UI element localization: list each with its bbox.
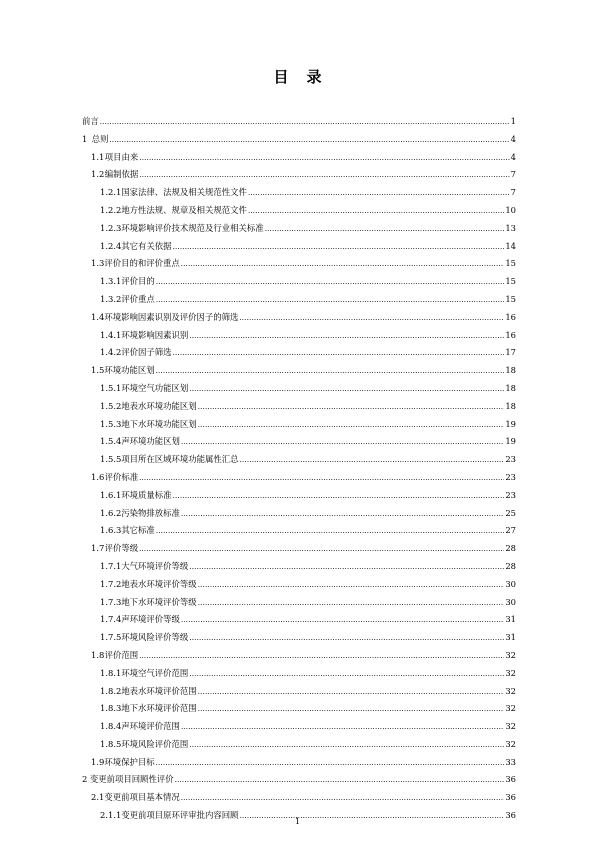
- toc-entry-page: 36: [505, 810, 516, 821]
- toc-entry[interactable]: [82, 131, 516, 149]
- toc-entry-title: 变更前项目原环评审批内容回顾: [121, 810, 239, 821]
- toc-entry-number: 1.7.4: [100, 614, 122, 625]
- toc-dot-leader: [198, 594, 505, 613]
- toc-entry[interactable]: [82, 113, 516, 131]
- toc-entry-page: 32: [505, 649, 516, 660]
- toc-dot-leader: [181, 789, 505, 808]
- toc-entry-page: 23: [505, 471, 516, 482]
- toc-title-char-2: 录: [306, 68, 322, 86]
- toc-entry-title: 评价范围: [104, 649, 139, 660]
- toc-entry-number: 1.8.1: [100, 667, 122, 678]
- toc-entry-page: 32: [505, 685, 516, 696]
- toc-entry-title: 地下水环境功能区划: [121, 418, 197, 429]
- toc-dot-leader: [189, 558, 504, 577]
- toc-entry-page: 15: [505, 258, 516, 269]
- toc-entry[interactable]: [82, 683, 516, 701]
- toc-dot-leader: [189, 380, 504, 399]
- toc-entry-page: 31: [505, 632, 516, 643]
- toc-entry-page: 16: [505, 311, 516, 322]
- toc-entry[interactable]: [82, 291, 516, 309]
- toc-entry-page: 15: [505, 276, 516, 287]
- toc-entry[interactable]: [82, 700, 516, 718]
- toc-entry-title: 声环境评价范围: [121, 721, 180, 732]
- toc-entry-number: 1.8.4: [100, 721, 122, 732]
- toc-entry-page: 23: [505, 454, 516, 465]
- toc-entry-page: 25: [505, 507, 516, 518]
- toc-dot-leader: [173, 344, 505, 363]
- toc-entry-page: 14: [505, 240, 516, 251]
- toc-entry-page: 32: [505, 667, 516, 678]
- toc-entry-page: 28: [505, 560, 516, 571]
- toc-entry-page: 18: [505, 382, 516, 393]
- toc-dot-leader: [100, 113, 510, 132]
- toc-dot-leader: [181, 718, 504, 737]
- toc-entry-page: 27: [505, 525, 516, 536]
- toc-entry-number: 1.8.5: [100, 738, 122, 749]
- toc-entry[interactable]: [82, 576, 516, 594]
- toc-entry-number: 1.5.2: [100, 400, 122, 411]
- toc-dot-leader: [181, 433, 504, 452]
- toc-entry-title: 评价因子筛选: [121, 347, 172, 358]
- toc-entry[interactable]: [82, 540, 516, 558]
- toc-entry-number: 2: [82, 774, 88, 785]
- toc-entry-title: 地方性法规、规章及相关规范文件: [121, 204, 247, 215]
- toc-dot-leader: [248, 202, 504, 221]
- toc-entry-number: 1.6.3: [100, 525, 122, 536]
- toc-entry[interactable]: [82, 487, 516, 505]
- toc-dot-leader: [189, 736, 504, 755]
- toc-entry-page: 7: [510, 169, 516, 180]
- toc-entry-number: 1.2.3: [100, 222, 122, 233]
- toc-dot-leader: [139, 540, 504, 559]
- toc-title-char-1: 目: [273, 68, 289, 86]
- toc-entry[interactable]: [82, 344, 516, 362]
- toc-entry[interactable]: [82, 469, 516, 487]
- toc-entry-title: 总则: [91, 133, 109, 144]
- toc-entry-number: 1.4.1: [100, 329, 122, 340]
- toc-entry[interactable]: [82, 380, 516, 398]
- toc-entry-title: 地表水环境评价范围: [121, 685, 197, 696]
- toc-entry-title: 环境影响因素识别: [121, 329, 189, 340]
- toc-entry-title: 声环境评价等级: [121, 614, 180, 625]
- toc-entry-page: 7: [510, 187, 516, 198]
- toc-entry-page: 10: [505, 204, 516, 215]
- toc-dot-leader: [198, 683, 505, 702]
- toc-entry-page: 15: [505, 293, 516, 304]
- toc-entry[interactable]: [82, 220, 516, 238]
- toc-entry-number: 1.7.1: [100, 560, 122, 571]
- toc-entry-page: 16: [505, 329, 516, 340]
- toc-entry-number: 1.4.2: [100, 347, 122, 358]
- toc-entry[interactable]: [82, 255, 516, 273]
- toc-entry-page: 31: [505, 614, 516, 625]
- toc-entry[interactable]: [82, 273, 516, 291]
- toc-entry-number: 1.7: [91, 543, 105, 554]
- toc-entry[interactable]: [82, 665, 516, 683]
- toc-dot-leader: [139, 469, 504, 488]
- toc-entry-title: 地表水环境功能区划: [121, 400, 197, 411]
- toc-entry-title: 地表水环境评价等级: [121, 578, 197, 589]
- toc-dot-leader: [240, 451, 505, 470]
- toc-entry-title: 环境影响评价技术规范及行业相关标准: [121, 222, 264, 233]
- toc-entry-number: 1.9: [91, 756, 105, 767]
- toc-entry-page: 32: [505, 721, 516, 732]
- toc-dot-leader: [156, 273, 505, 292]
- toc-entry-title: 大气环境评价等级: [121, 560, 189, 571]
- toc-entry-title: 环境风险评价等级: [121, 632, 189, 643]
- toc-entry-number: 1.3.1: [100, 276, 122, 287]
- toc-entry-title: 评价目的和评价重点: [104, 258, 180, 269]
- toc-entry[interactable]: [82, 647, 516, 665]
- toc-entry[interactable]: [82, 166, 516, 184]
- toc-entry-number: 1.8: [91, 649, 105, 660]
- toc-entry-number: 1.6.1: [100, 489, 122, 500]
- toc-entry-page: 17: [505, 347, 516, 358]
- toc-entry[interactable]: [82, 327, 516, 345]
- toc-entry-page: 30: [505, 578, 516, 589]
- toc-entry[interactable]: [82, 202, 516, 220]
- toc-dot-leader: [189, 629, 504, 648]
- toc-entry-title: 环境保护目标: [104, 756, 155, 767]
- toc-entry-number: 1.5.5: [100, 454, 122, 465]
- toc-entry-number: 1.7.5: [100, 632, 122, 643]
- toc-entry-number: 1.2.1: [100, 187, 122, 198]
- toc-entry-title: 声环境功能区划: [121, 436, 180, 447]
- toc-dot-leader: [139, 166, 509, 185]
- toc-entry-page: 36: [505, 774, 516, 785]
- table-of-contents: [82, 113, 516, 825]
- toc-dot-leader: [139, 647, 504, 666]
- toc-entry-page: 19: [505, 436, 516, 447]
- toc-entry[interactable]: [82, 184, 516, 202]
- toc-entry-number: 1.2: [91, 169, 105, 180]
- toc-dot-leader: [181, 255, 505, 274]
- toc-entry[interactable]: [82, 451, 516, 469]
- toc-entry-page: 28: [505, 543, 516, 554]
- toc-entry-page: 32: [505, 738, 516, 749]
- toc-dot-leader: [156, 291, 505, 310]
- toc-entry-title: 变更前项目基本情况: [104, 792, 180, 803]
- toc-title: [0, 66, 595, 87]
- toc-entry[interactable]: [82, 771, 516, 789]
- toc-entry-number: 1.5.4: [100, 436, 122, 447]
- toc-entry-title: 污染物排放标准: [121, 507, 180, 518]
- toc-entry-title: 评价目的: [121, 276, 155, 287]
- toc-dot-leader: [156, 754, 505, 773]
- toc-entry-title: 环境质量标准: [121, 489, 172, 500]
- toc-entry-number: 1.2.4: [100, 240, 122, 251]
- toc-entry-title: 变更前项目回顾性评价: [89, 774, 174, 785]
- toc-entry-page: 32: [505, 703, 516, 714]
- toc-dot-leader: [156, 522, 505, 541]
- toc-entry[interactable]: [82, 416, 516, 434]
- toc-entry-page: 36: [505, 792, 516, 803]
- toc-entry[interactable]: [82, 362, 516, 380]
- toc-entry-title: 地下水环境评价等级: [121, 596, 197, 607]
- toc-entry[interactable]: [82, 149, 516, 167]
- toc-entry-page: 33: [505, 756, 516, 767]
- toc-entry-page: 18: [505, 400, 516, 411]
- toc-entry[interactable]: [82, 789, 516, 807]
- toc-entry[interactable]: [82, 522, 516, 540]
- toc-entry-number: 1.4: [91, 311, 105, 322]
- toc-entry[interactable]: [82, 718, 516, 736]
- toc-entry[interactable]: [82, 754, 516, 772]
- toc-entry[interactable]: [82, 309, 516, 327]
- toc-dot-leader: [156, 362, 505, 381]
- toc-dot-leader: [198, 576, 505, 595]
- toc-entry[interactable]: [82, 594, 516, 612]
- toc-dot-leader: [139, 149, 509, 168]
- toc-dot-leader: [239, 309, 504, 328]
- toc-entry[interactable]: [82, 558, 516, 576]
- toc-entry-page: 18: [505, 365, 516, 376]
- toc-entry-number: 1.7.2: [100, 578, 122, 589]
- toc-entry[interactable]: [82, 433, 516, 451]
- toc-entry-number: 1.2.2: [100, 204, 122, 215]
- toc-entry[interactable]: [82, 398, 516, 416]
- toc-entry[interactable]: [82, 736, 516, 754]
- toc-dot-leader: [173, 487, 505, 506]
- toc-entry-title: 地下水环境评价范围: [121, 703, 197, 714]
- toc-entry-page: 4: [510, 151, 516, 162]
- toc-entry-number: 1.5.3: [100, 418, 122, 429]
- toc-entry[interactable]: [82, 629, 516, 647]
- toc-entry-page: 4: [510, 133, 516, 144]
- toc-entry-number: 1: [82, 133, 88, 144]
- toc-entry-page: 1: [510, 116, 516, 126]
- toc-dot-leader: [198, 416, 505, 435]
- toc-dot-leader: [109, 131, 509, 150]
- toc-entry-number: 1.1: [91, 151, 105, 162]
- toc-entry-title: 环境空气功能区划: [121, 382, 189, 393]
- toc-dot-leader: [198, 398, 505, 417]
- toc-dot-leader: [173, 238, 505, 257]
- toc-entry-number: 1.6: [91, 471, 105, 482]
- toc-entry-number: 1.3.2: [100, 293, 122, 304]
- toc-entry-number: 1.8.3: [100, 703, 122, 714]
- toc-dot-leader: [175, 771, 505, 790]
- toc-dot-leader: [181, 505, 504, 524]
- toc-entry-page: 19: [505, 418, 516, 429]
- toc-dot-leader: [189, 665, 504, 684]
- toc-entry-number: 1.6.2: [100, 507, 122, 518]
- toc-entry-page: 13: [505, 222, 516, 233]
- toc-dot-leader: [181, 611, 504, 630]
- toc-entry-title: 环境影响因素识别及评价因子的筛选: [104, 311, 239, 322]
- toc-entry[interactable]: [82, 238, 516, 256]
- toc-entry-number: 1.5: [91, 365, 105, 376]
- toc-entry-title: 前言: [82, 116, 99, 126]
- toc-dot-leader: [189, 327, 504, 346]
- toc-entry-title: 评价标准: [104, 471, 139, 482]
- toc-entry-title: 编制依据: [104, 169, 139, 180]
- toc-entry-number: 1.5.1: [100, 382, 122, 393]
- toc-dot-leader: [248, 184, 510, 203]
- toc-entry-page: 23: [505, 489, 516, 500]
- toc-entry-number: 1.7.3: [100, 596, 122, 607]
- toc-entry-number: 2.1: [91, 792, 105, 803]
- toc-entry-title: 项目由来: [104, 151, 139, 162]
- toc-entry[interactable]: [82, 611, 516, 629]
- toc-entry-title: 评价等级: [104, 543, 139, 554]
- toc-entry-title: 其它有关依据: [121, 240, 172, 251]
- toc-entry-title: 国家法律、法规及相关规范性文件: [121, 187, 247, 198]
- toc-entry-title: 评价重点: [121, 293, 155, 304]
- toc-entry-title: 项目所在区域环境功能属性汇总: [121, 454, 239, 465]
- toc-entry[interactable]: [82, 505, 516, 523]
- toc-entry-title: 环境空气评价范围: [121, 667, 189, 678]
- toc-entry-page: 30: [505, 596, 516, 607]
- toc-entry-title: 其它标准: [121, 525, 155, 536]
- toc-dot-leader: [265, 220, 505, 239]
- toc-dot-leader: [198, 700, 505, 719]
- page-number: 1: [294, 817, 301, 826]
- toc-entry-number: 1.3: [91, 258, 105, 269]
- toc-entry-number: 1.8.2: [100, 685, 122, 696]
- toc-entry-title: 环境风险评价范围: [121, 738, 189, 749]
- toc-entry-number: 2.1.1: [100, 810, 122, 821]
- toc-entry-title: 环境功能区划: [104, 365, 155, 376]
